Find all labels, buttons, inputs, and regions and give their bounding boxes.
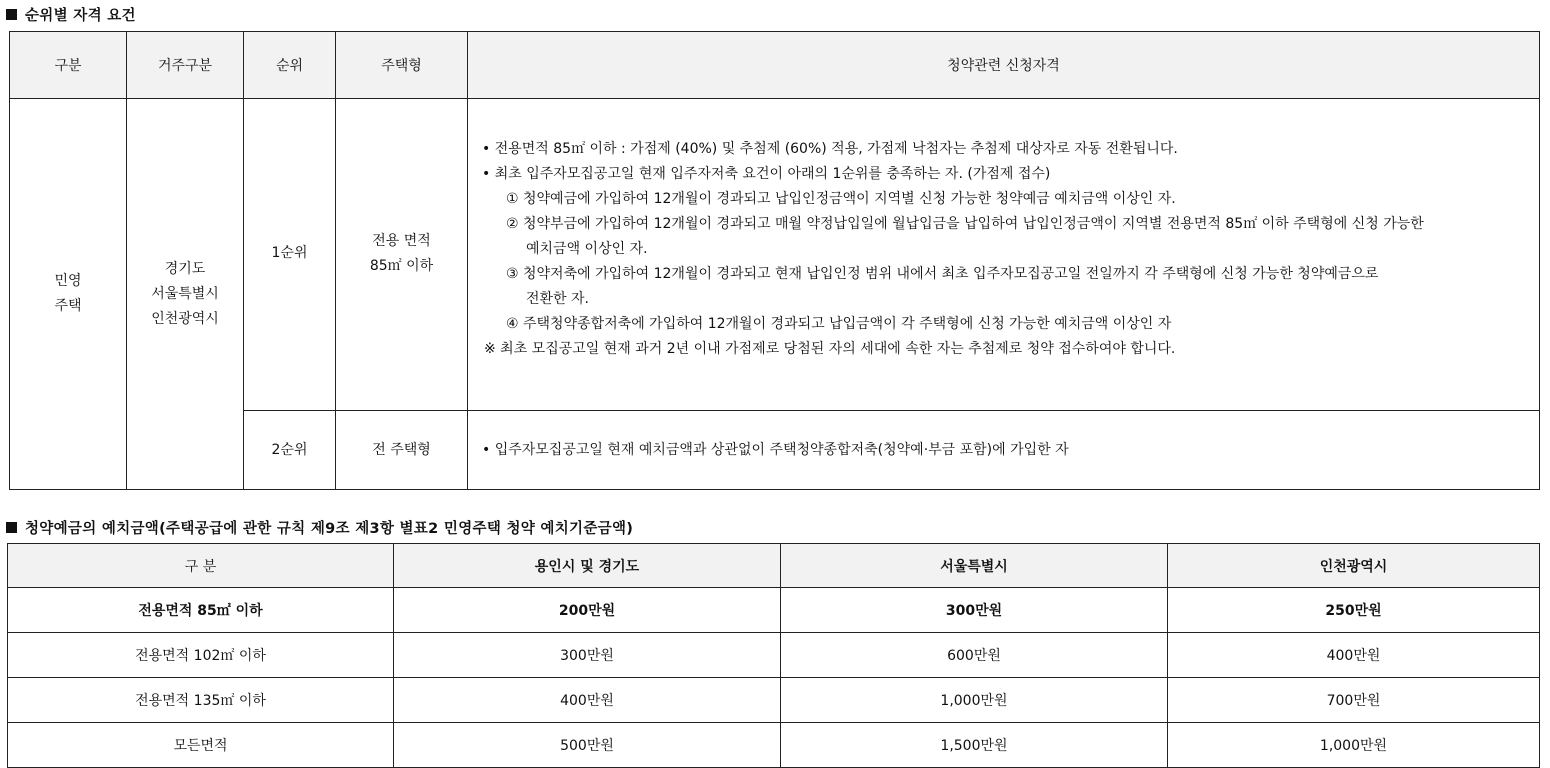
- header-rank: 순위: [244, 32, 336, 99]
- rank2-house-type-cell: 전 주택형: [336, 411, 468, 490]
- value-cell: 1,000만원: [781, 678, 1168, 723]
- rank2-qualification-cell: [468, 411, 1540, 490]
- rank1-qualification-cell: [468, 99, 1540, 411]
- table-header-row: [8, 544, 1540, 588]
- value-cell: 1,500만원: [781, 723, 1168, 768]
- list-item: • 전용면적 85㎡ 이하 : 가점제 (40%) 및 추첨제 (60%) 적용, 가점제 낙첨자는 추첨제 대상자로 자동 전환됩니다.: [482, 141, 1178, 157]
- row-label: 전용면적 85㎡ 이하: [8, 588, 394, 633]
- residence-cell: 경기도 서울특별시 인천광역시: [127, 99, 244, 490]
- square-bullet-icon: [6, 522, 17, 533]
- square-bullet-icon: [6, 9, 17, 20]
- value-cell: 200만원: [394, 588, 781, 633]
- value-cell: 300만원: [781, 588, 1168, 633]
- table-row: [8, 588, 1540, 633]
- list-item: ③ 청약저축에 가입하여 12개월이 경과되고 현재 납입인정 범위 내에서 최초 입주자모집공고일 전일까지 각 주택형에 신청 가능한 청약예금으로: [506, 266, 1379, 282]
- header-qualification: 청약관련 신청자격: [468, 32, 1540, 99]
- value-cell: 300만원: [394, 633, 781, 678]
- value-cell: 500만원: [394, 723, 781, 768]
- value-cell: 700만원: [1168, 678, 1540, 723]
- table-row-rank1: [10, 99, 1540, 411]
- header-seoul: 서울특별시: [781, 544, 1168, 588]
- row-label: 전용면적 102㎡ 이하: [8, 633, 394, 678]
- section-title-deposit-amount: [6, 517, 633, 538]
- value-cell: 400만원: [1168, 633, 1540, 678]
- table-row: [8, 678, 1540, 723]
- list-item: 전환한 자.: [526, 291, 589, 307]
- table-header-row: [10, 32, 1540, 99]
- header-residence: 거주구분: [127, 32, 244, 99]
- value-cell: 600만원: [781, 633, 1168, 678]
- row-label: 전용면적 135㎡ 이하: [8, 678, 394, 723]
- category-cell: 민영 주택: [10, 99, 127, 490]
- table-row: [8, 633, 1540, 678]
- section-title-text: 청약예금의 예치금액(주택공급에 관한 규칙 제9조 제3항 별표2 민영주택 청약 예치기준금액): [25, 521, 634, 537]
- deposit-amount-table: [7, 543, 1540, 768]
- value-cell: 400만원: [394, 678, 781, 723]
- list-item: ④ 주택청약종합저축에 가입하여 12개월이 경과되고 납입금액이 각 주택형에 신청 가능한 예치금액 이상인 자: [506, 316, 1172, 332]
- list-item: ① 청약예금에 가입하여 12개월이 경과되고 납입인정금액이 지역별 신청 가능한 청약예금 예치금액 이상인 자.: [506, 191, 1176, 207]
- rank-requirements-table: [9, 31, 1540, 490]
- list-item: • 입주자모집공고일 현재 예치금액과 상관없이 주택청약종합저축(청약예·부금 포함)에 가입한 자: [482, 441, 1069, 458]
- header-category: 구분: [10, 32, 127, 99]
- header-yongin-gyeonggi: 용인시 및 경기도: [394, 544, 781, 588]
- note-item: ※ 최초 모집공고일 현재 과거 2년 이내 가점제로 당첨된 자의 세대에 속한 자는 추첨제로 청약 접수하여야 합니다.: [484, 341, 1176, 357]
- section-title-rank-requirements: [6, 4, 136, 25]
- rank1-cell: 1순위: [244, 99, 336, 411]
- header-category: 구 분: [8, 544, 394, 588]
- header-incheon: 인천광역시: [1168, 544, 1540, 588]
- section-title-text: 순위별 자격 요건: [25, 8, 136, 24]
- header-house-type: 주택형: [336, 32, 468, 99]
- value-cell: 1,000만원: [1168, 723, 1540, 768]
- row-label: 모든면적: [8, 723, 394, 768]
- list-item: 예치금액 이상인 자.: [526, 241, 648, 257]
- rank1-house-type-cell: 전용 면적 85㎡ 이하: [336, 99, 468, 411]
- list-item: ② 청약부금에 가입하여 12개월이 경과되고 매월 약정납입일에 월납입금을 납입하여 납입인정금액이 지역별 전용면적 85㎡ 이하 주택형에 신청 가능한: [506, 216, 1424, 232]
- value-cell: 250만원: [1168, 588, 1540, 633]
- rank2-cell: 2순위: [244, 411, 336, 490]
- table-row: [8, 723, 1540, 768]
- list-item: • 최초 입주자모집공고일 현재 입주자저축 요건이 아래의 1순위를 충족하는 자. (가점제 접수): [482, 166, 1051, 182]
